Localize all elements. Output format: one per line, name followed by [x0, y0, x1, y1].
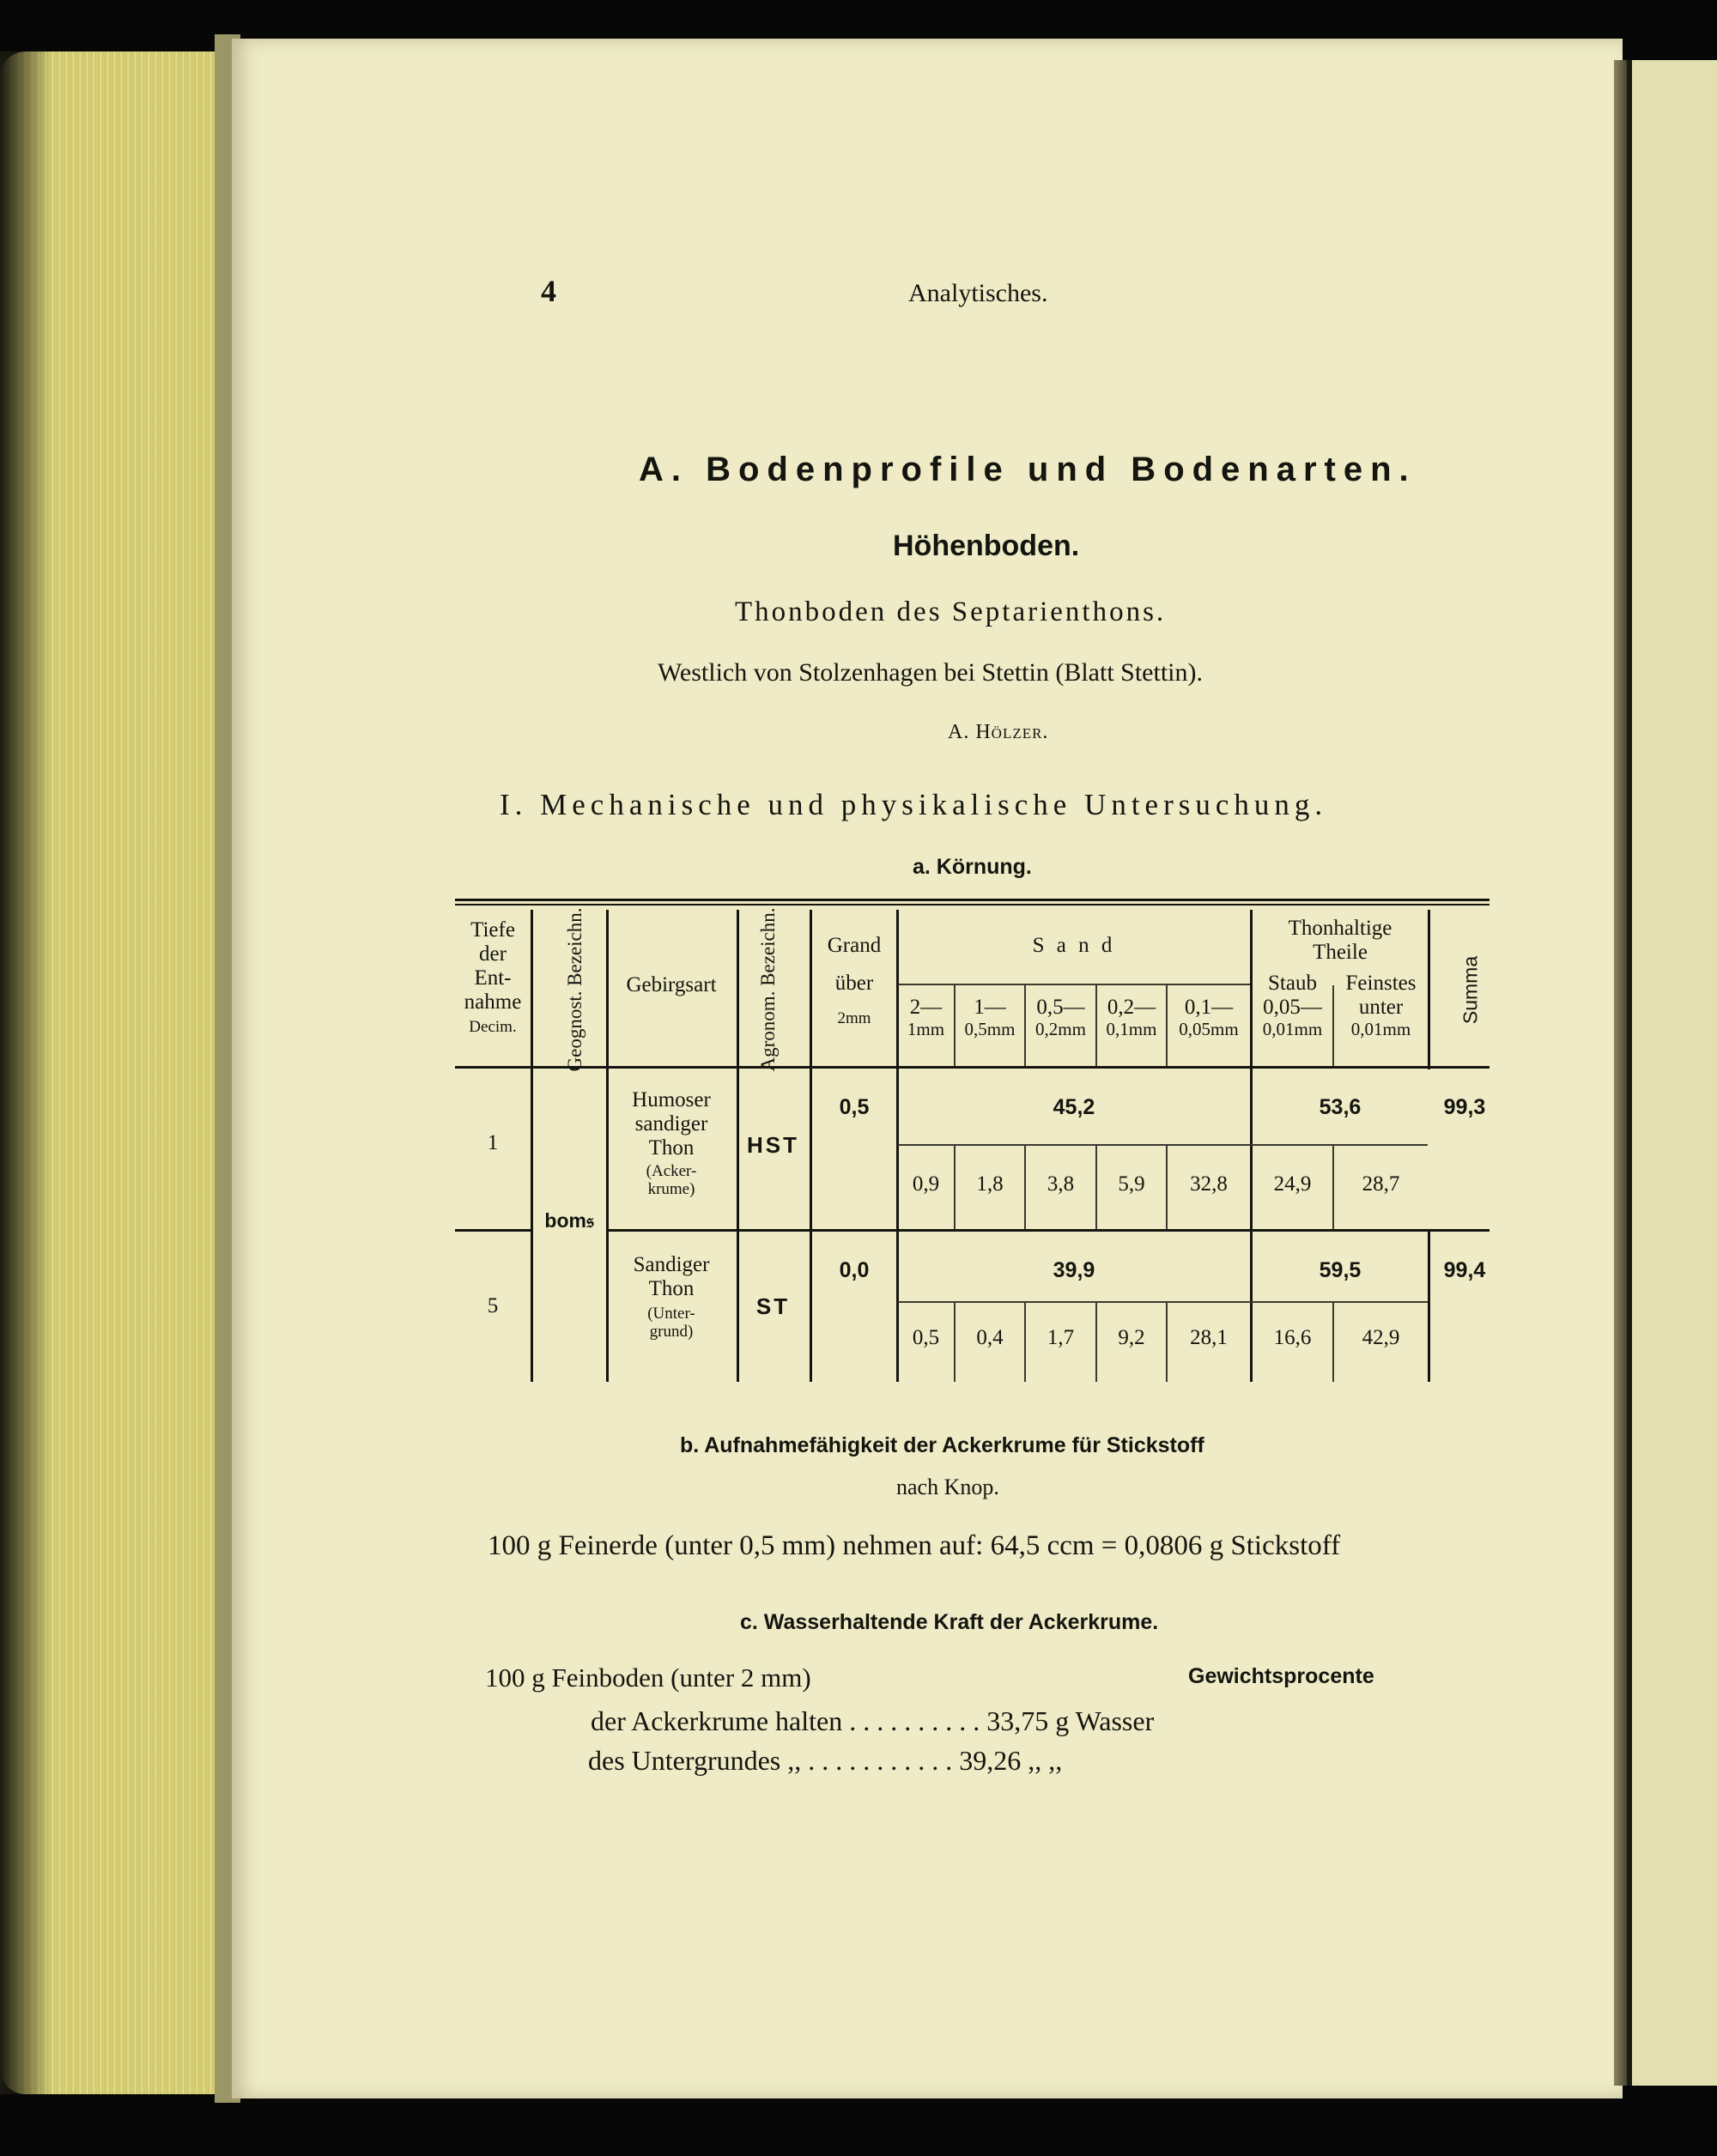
subsection-title: Höhenboden. — [893, 530, 1080, 562]
part-heading: I. Mechanische und physikalische Untersuchung. — [500, 788, 1328, 821]
location-line: Westlich von Stolzenhagen bei Stettin (Blatt Stettin). — [658, 658, 1203, 687]
analyst-name: A. Hölzer. — [948, 721, 1049, 743]
section-title: A. Bodenprofile und Bodenarten. — [639, 451, 1417, 488]
row1-grand: 0,5 — [839, 1095, 870, 1119]
row2-staub: 16,6 — [1273, 1326, 1312, 1349]
geognost-value: bom𝔰 — [544, 1209, 594, 1232]
row1-sand-3: 3,8 — [1047, 1172, 1075, 1196]
header-sand-02-01: 0,2— 0,1mm — [1106, 996, 1157, 1039]
water-intro: 100 g Feinboden (unter 2 mm) — [485, 1662, 811, 1693]
table-header-rule — [455, 1066, 1489, 1069]
row1-summa: 99,3 — [1443, 1095, 1486, 1119]
header-sand-01-005: 0,1— 0,05mm — [1179, 996, 1239, 1039]
header-thon: Thonhaltige Theile — [1288, 917, 1392, 964]
water-unit-header: Gewichtsprocente — [1188, 1664, 1374, 1688]
table-hline — [898, 1144, 1428, 1146]
row2-feinstes: 42,9 — [1362, 1326, 1400, 1349]
row1-sand-total: 45,2 — [1053, 1095, 1095, 1119]
header-grand: Grand über 2mm — [827, 934, 882, 1027]
subheading-wasser: c. Wasserhaltende Kraft der Ackerkrume. — [740, 1610, 1159, 1634]
table-top-rule-2 — [455, 904, 1489, 905]
row2-sand-2: 0,4 — [976, 1326, 1004, 1349]
book-edge-shadow — [0, 51, 52, 2094]
header-staub: Staub 0,05— 0,01mm — [1262, 972, 1323, 1039]
table-vline — [896, 910, 899, 1382]
header-sand-2-1: 2— 1mm — [907, 996, 945, 1039]
page-number: 4 — [541, 274, 556, 308]
row2-thon-total: 59,5 — [1319, 1258, 1362, 1282]
subheading-koernung: a. Körnung. — [913, 855, 1032, 879]
row1-staub: 24,9 — [1273, 1172, 1312, 1196]
row2-gebirgsart: Sandiger Thon (Unter- grund) — [633, 1253, 710, 1341]
table-row-rule — [606, 1229, 1489, 1232]
facing-page-edge — [1627, 60, 1717, 2086]
header-agronom: Agronom. Bezeichn. — [757, 907, 779, 1072]
water-row-ackerkrume: der Ackerkrume halten . . . . . . . . . . 33,75 g Wasser — [591, 1705, 1155, 1736]
header-sand-05-02: 0,5— 0,2mm — [1035, 996, 1086, 1039]
table-vline — [531, 910, 533, 1382]
table-top-rule — [455, 899, 1489, 901]
header-summa: Summa — [1459, 955, 1482, 1025]
running-head: Analytisches. — [908, 279, 1048, 307]
row1-thon-total: 53,6 — [1319, 1095, 1362, 1119]
book-page — [232, 39, 1623, 2098]
row1-sand-1: 0,9 — [912, 1172, 940, 1196]
row2-sand-1: 0,5 — [912, 1326, 940, 1349]
subheading-note: nach Knop. — [896, 1475, 999, 1499]
table-hline — [898, 984, 1250, 985]
nitrogen-result: 100 g Feinerde (unter 0,5 mm) nehmen auf: 64,5 ccm = 0,0806 g Stickstoff — [488, 1530, 1341, 1561]
row2-agronom: ST — [755, 1293, 791, 1319]
row2-sand-total: 39,9 — [1053, 1258, 1095, 1282]
row1-tiefe: 1 — [487, 1131, 499, 1154]
soil-type-title: Thonboden des Septarienthons. — [735, 597, 1167, 627]
row1-sand-4: 5,9 — [1118, 1172, 1145, 1196]
row1-sand-5: 32,8 — [1190, 1172, 1228, 1196]
header-sand: S a n d — [1032, 934, 1116, 957]
row2-summa: 99,4 — [1443, 1258, 1486, 1282]
table-hline — [898, 1301, 1428, 1303]
table-row-rule — [455, 1229, 531, 1232]
subheading-stickstoff: b. Aufnahmefähigkeit der Ackerkrume für Stickstoff — [680, 1433, 1204, 1457]
row2-grand: 0,0 — [839, 1258, 870, 1282]
table-vline — [1428, 1229, 1430, 1382]
header-gebirgsart: Gebirgsart — [626, 973, 717, 996]
water-row-untergrund: des Untergrundes ,, . . . . . . . . . . . 39,26 ,, ,, — [588, 1745, 1063, 1776]
header-feinstes: Feinstes unter 0,01mm — [1345, 972, 1417, 1039]
row1-feinstes: 28,7 — [1362, 1172, 1400, 1196]
row1-sand-2: 1,8 — [976, 1172, 1004, 1196]
row2-sand-5: 28,1 — [1190, 1326, 1228, 1349]
row1-gebirgsart: Humoser sandiger Thon (Acker- krume) — [632, 1088, 711, 1199]
header-geognost: Geognost. Bezeichn. — [564, 907, 585, 1072]
table-vline — [1428, 910, 1430, 1069]
row2-sand-3: 1,7 — [1047, 1326, 1075, 1349]
row1-agronom: HST — [747, 1132, 799, 1158]
header-tiefe: Tiefe der Ent- nahme Decim. — [464, 918, 522, 1036]
header-sand-1-05: 1— 0,5mm — [964, 996, 1016, 1039]
row2-tiefe: 5 — [487, 1294, 499, 1317]
row2-sand-4: 9,2 — [1118, 1326, 1145, 1349]
